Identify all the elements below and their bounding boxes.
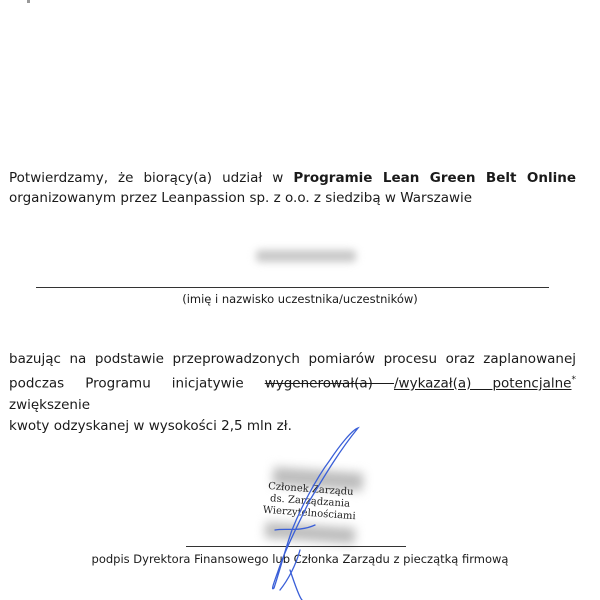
- signature-caption: podpis Dyrektora Finansowego lub Członka Zarządu z pieczątką firmową: [91, 552, 509, 566]
- scan-artifact: [27, 0, 30, 3]
- signature-line: [186, 546, 406, 547]
- participant-name-line: [36, 287, 549, 288]
- stamp-details-redacted: [265, 522, 356, 544]
- participant-name-redacted: [256, 250, 356, 262]
- confirmation-paragraph: [9, 168, 576, 208]
- paragraph2-line2-start: podczas Programu inicjatywie: [9, 375, 265, 392]
- program-name: Programie Lean Green Belt Online: [293, 170, 576, 186]
- stamp-line2: ds. Zarządzania Wierzytelnościami: [262, 493, 357, 523]
- footnote-asterisk: *: [571, 375, 576, 385]
- paragraph1-text: Potwierdzamy, że biorący(a) udział w: [9, 170, 294, 186]
- result-paragraph: [9, 349, 576, 437]
- paragraph2-line2-end: zwiększenie: [9, 396, 91, 413]
- paragraph2-line3: kwoty odzyskanej w wysokości 2,5 mln zł.: [9, 417, 292, 434]
- struck-option: wygenerował(a): [264, 375, 394, 392]
- paragraph1-line1: [9, 168, 576, 188]
- stamp-line1: Członek Zarządu: [267, 481, 354, 499]
- company-stamp: [224, 478, 396, 526]
- participant-caption: (imię i nazwisko uczestnika/uczestników): [182, 292, 418, 306]
- paragraph2-line2: [9, 370, 576, 416]
- paragraph2-line1: bazując na podstawie przeprowadzonych pomiarów procesu oraz zaplanowanej: [9, 351, 576, 367]
- chosen-option: /wykazał(a) potencjalne: [393, 375, 572, 392]
- paragraph1-line2: organizowanym przez Leanpassion sp. z o.o. z siedzibą w Warszawie: [9, 190, 473, 206]
